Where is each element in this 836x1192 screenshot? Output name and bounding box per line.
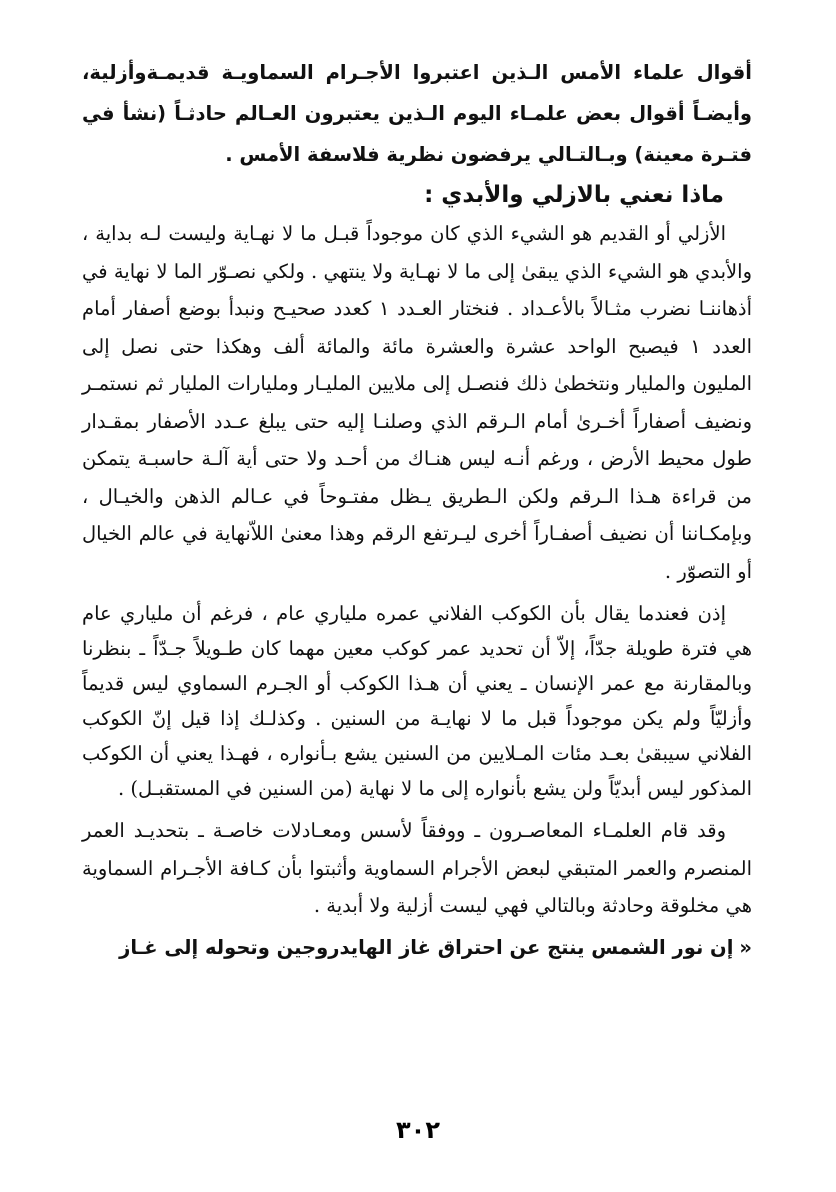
body-paragraph-3: وقد قام العلمـاء المعاصـرون ـ ووفقاً لأسس ومعـادلات خاصـة ـ بتحديـد العمر المنصرم والعمر المتبقي لبعض الأجرام السماوية وأثبتوا بأن كـافة الأجـرام السماوية هي مخلوقة وحادثة وبالتالي فهي ليست أزلية ولا أبدية . (82, 819, 752, 917)
page-body (82, 52, 752, 967)
intro-paragraph: أقوال علماء الأمس الـذين اعتبروا الأجـرام السماويـة قديمـةوأزلية، وأيضـاً أقوال بعض علمـاء اليوم الـذين يعتبرون العـالم حادثـاً (نشأ في فتـرة معينة) وبـالتـالي يرفضون نظرية فلاسفة الأمس . (82, 61, 752, 166)
body-paragraph-1: الأزلي أو القديم هو الشيء الذي كان موجوداً قبـل ما لا نهـاية وليست لـه بداية ، والأبدي هو الشيء الذي يبقىٰ إلى ما لا نهـاية ولا ينتهي . ولكي نصـوّر الما لا نهاية في أذهاننـا نضرب مثـالاً بالأعـداد . فنختار العـدد ١ كعدد صحيـح ونبدأ بوضع أصفار أمام العدد ١ فيصبح الواحد عشرة والعشرة مائة والمائة ألف وهكذا حتى نصل إلى المليون والمليار ونتخطىٰ ذلك فنصـل إلى ملايين المليـار ومليارات المليار ثم نستمـر ونضيف أصفاراً أخـرىٰ أمام الـرقم الذي وصلنـا إليه حتى يبلغ عـدد الأصفار بمقـدار طول محيط الأرض ، ورغم أنـه ليس هنـاك من أحـد ولا حتى أية آلـة حاسبـة يتمكن من قراءة هـذا الـرقم ولكن الـطريق يـظل مفتـوحاً في عـالم الذهن والخيـال ، وبإمكـاننا أن نضيف أصفـاراً أخرى ليـرتفع الرقم وهذا معنىٰ اللاّنهاية في عالم الخيال أو التصوّر . (82, 222, 752, 583)
section-heading: ماذا نعني بالازلي والأبدي : (424, 182, 724, 208)
footnote-text: إن نور الشمس ينتج عن احتراق غاز الهايدروجين وتحوله إلى غـاز (119, 935, 734, 959)
body-paragraph-2: إذن فعندما يقال بأن الكوكب الفلاني عمره ملياري عام ، فرغم أن ملياري عام هي فترة طويلة جدّاً، إلاّ أن تحديد عمر كوكب معين مهما كان طـويلاً جـدّاً ـ بنظرنا وبالمقارنة مع عمر الإنسان ـ يعني أن هـذا الكوكب أو الجـرم السماوي ليس قديماً وأزليّاً ولم يكن موجوداً قبل ما لا نهايـة من السنين . وكذلـك إذا قيل إنّ الكوكب الفلاني سيبقىٰ بعـد مئات المـلايين من السنين يشع بـأنواره ، فهـذا يعني أن الكوكب المذكور ليس أبديّاً ولن يشع بأنواره إلى ما لا نهاية (من السنين في المستقبـل) . (82, 602, 752, 800)
footnote-line (82, 929, 752, 967)
page-number: ٣٠٢ (396, 1116, 440, 1144)
quote-mark: « (739, 935, 752, 959)
